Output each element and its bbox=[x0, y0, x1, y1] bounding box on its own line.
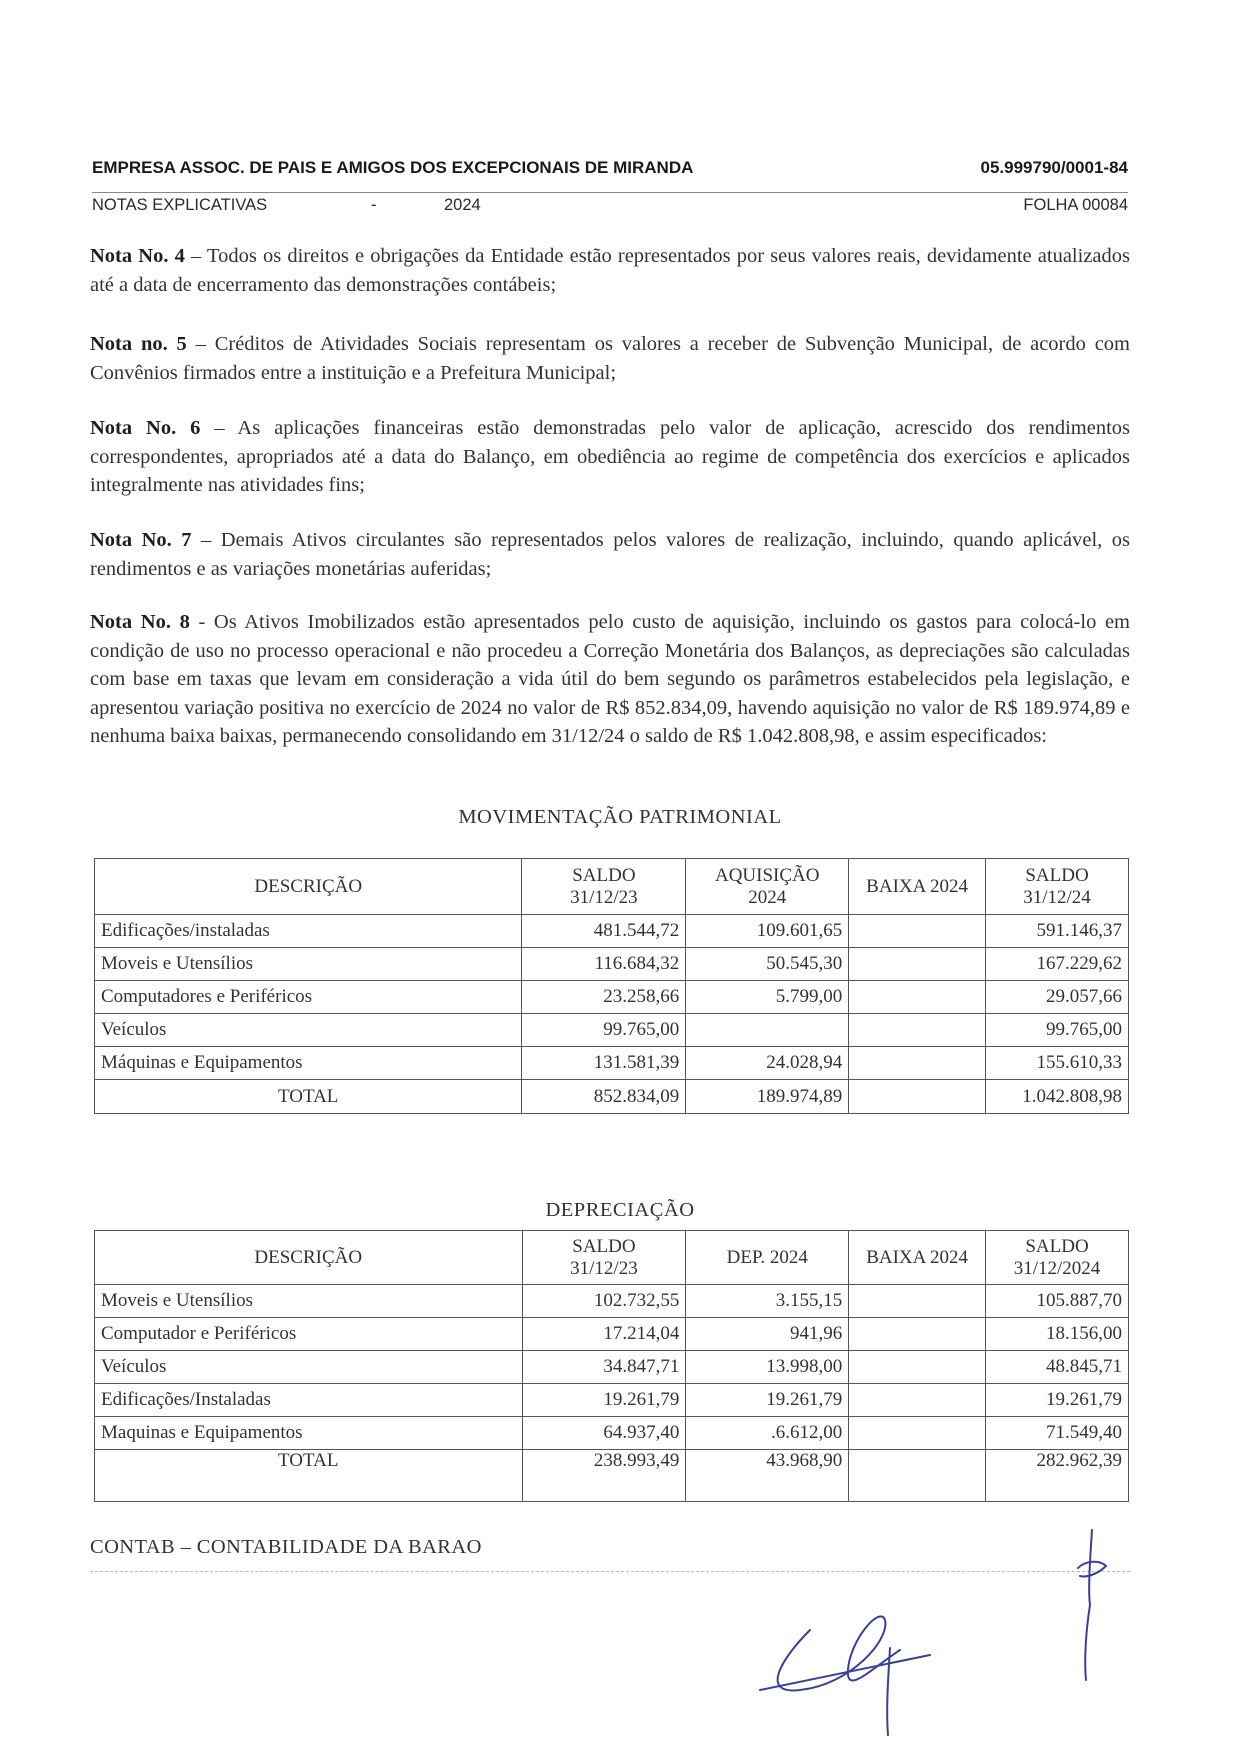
table-cell: Edificações/Instaladas bbox=[95, 1384, 523, 1417]
table-cell: 105.887,70 bbox=[986, 1285, 1129, 1318]
depreciacao-col-dep-2024: DEP. 2024 bbox=[686, 1231, 849, 1285]
header-text: 2024 bbox=[748, 886, 787, 908]
company-name: EMPRESA ASSOC. DE PAIS E AMIGOS DOS EXCEPCIONAIS DE MIRANDA bbox=[92, 158, 694, 177]
table-cell: 189.974,89 bbox=[686, 1080, 849, 1114]
table-cell: 116.684,32 bbox=[522, 948, 686, 981]
patrimonial-header-row bbox=[95, 859, 1129, 915]
table-cell bbox=[849, 1014, 986, 1047]
table-cell bbox=[686, 1014, 849, 1047]
table-cell bbox=[849, 915, 986, 948]
header-text: 31/12/24 bbox=[1023, 886, 1091, 908]
note-7 bbox=[90, 526, 1130, 583]
depreciacao-col-saldo-2024 bbox=[986, 1231, 1129, 1285]
patrimonial-col-baixa: BAIXA 2024 bbox=[849, 859, 986, 915]
table-row bbox=[95, 1047, 1129, 1080]
table-cell: Veículos bbox=[95, 1014, 522, 1047]
table-row bbox=[95, 1351, 1129, 1384]
signature-loop bbox=[778, 1616, 900, 1690]
signature-strokes bbox=[760, 1530, 1106, 1735]
table-cell: 43.968,90 bbox=[686, 1450, 849, 1502]
header-text: 31/12/2024 bbox=[1013, 1257, 1101, 1279]
table-row bbox=[95, 1417, 1129, 1450]
table-cell: 71.549,40 bbox=[986, 1417, 1129, 1450]
table-row bbox=[95, 981, 1129, 1014]
table-cell: Máquinas e Equipamentos bbox=[95, 1047, 522, 1080]
signature-stem bbox=[887, 1648, 890, 1735]
patrimonial-table bbox=[94, 858, 1129, 1114]
patrimonial-col-saldo-2024 bbox=[986, 859, 1129, 915]
table-cell: 155.610,33 bbox=[986, 1047, 1129, 1080]
table-cell bbox=[849, 1285, 986, 1318]
note-8-label: Nota No. 8 bbox=[90, 611, 190, 633]
header-text: SALDO bbox=[572, 864, 636, 886]
table-cell bbox=[849, 1417, 986, 1450]
table-cell: 591.146,37 bbox=[986, 915, 1129, 948]
table-cell: Moveis e Utensílios bbox=[95, 1285, 523, 1318]
table-cell: 18.156,00 bbox=[986, 1318, 1129, 1351]
rubric-mark bbox=[1078, 1530, 1106, 1680]
note-6-text: – As aplicações financeiras estão demonstradas pelo valor de aplicação, acrescido dos rendimentos correspondentes, apropriados até a data do Balanço, em obediência ao regime de competência dos exercícios e aplicados integralmente nas atividades fins; bbox=[90, 417, 1130, 496]
subheader-line bbox=[92, 196, 1128, 215]
note-4-label: Nota No. 4 bbox=[90, 245, 185, 267]
table-cell: 99.765,00 bbox=[986, 1014, 1129, 1047]
table-cell: .6.612,00 bbox=[686, 1417, 849, 1450]
table-cell: 19.261,79 bbox=[522, 1384, 686, 1417]
header-text: SALDO bbox=[572, 1235, 636, 1257]
patrimonial-col-saldo-2023 bbox=[522, 859, 686, 915]
table-row bbox=[95, 1285, 1129, 1318]
table-cell: 852.834,09 bbox=[522, 1080, 686, 1114]
table-cell: 29.057,66 bbox=[986, 981, 1129, 1014]
table-cell: Edificações/instaladas bbox=[95, 915, 522, 948]
note-6-label: Nota No. 6 bbox=[90, 417, 201, 439]
depreciacao-title: DEPRECIAÇÃO bbox=[545, 1199, 695, 1221]
table-cell: 481.544,72 bbox=[522, 915, 686, 948]
patrimonial-total-row bbox=[95, 1080, 1129, 1114]
table-cell: 23.258,66 bbox=[522, 981, 686, 1014]
table-cell: 109.601,65 bbox=[686, 915, 849, 948]
signature-image bbox=[740, 1520, 1140, 1740]
table-row bbox=[95, 1384, 1129, 1417]
table-cell: 131.581,39 bbox=[522, 1047, 686, 1080]
table-cell: 1.042.808,98 bbox=[986, 1080, 1129, 1114]
table-row bbox=[95, 915, 1129, 948]
table-cell: 167.229,62 bbox=[986, 948, 1129, 981]
note-5-label: Nota no. 5 bbox=[90, 333, 187, 355]
table-cell: Moveis e Utensílios bbox=[95, 948, 522, 981]
subheader-dash: - bbox=[371, 196, 377, 214]
table-cell: 19.261,79 bbox=[686, 1384, 849, 1417]
table-cell: TOTAL bbox=[95, 1450, 523, 1502]
table-cell bbox=[849, 1047, 986, 1080]
table-row bbox=[95, 1014, 1129, 1047]
table-cell: 99.765,00 bbox=[522, 1014, 686, 1047]
header-text: SALDO bbox=[1025, 864, 1089, 886]
table-cell bbox=[849, 1318, 986, 1351]
header-text: 31/12/23 bbox=[570, 886, 638, 908]
table-cell bbox=[849, 1351, 986, 1384]
note-5-text: – Créditos de Atividades Sociais representam os valores a receber de Subvenção Municipal, de acordo com Convênios firmados entre a instituição e a Prefeitura Municipal; bbox=[90, 333, 1130, 384]
table-cell: Maquinas e Equipamentos bbox=[95, 1417, 523, 1450]
note-5 bbox=[90, 330, 1130, 387]
page-number: FOLHA 00084 bbox=[1023, 196, 1128, 214]
note-6 bbox=[90, 414, 1130, 500]
table-cell: 3.155,15 bbox=[686, 1285, 849, 1318]
table-cell bbox=[849, 1080, 986, 1114]
header-line bbox=[92, 158, 1128, 178]
depreciacao-table bbox=[94, 1230, 1129, 1502]
depreciacao-col-baixa: BAIXA 2024 bbox=[849, 1231, 986, 1285]
header-text: 31/12/23 bbox=[570, 1257, 638, 1279]
table-cell bbox=[849, 1450, 986, 1502]
note-8-text: - Os Ativos Imobilizados estão apresentados pelo custo de aquisição, incluindo os gastos para colocá-lo em condição de uso no processo operacional e não procedeu a Correção Monetária dos Balanços, as depreciações são calculadas com base em taxas que levam em consideração a vida útil do bem segundo os parâmetros estabelecidos pela legislação, e apresentou variação positiva no exercício de 2024 no valor de R$ 852.834,09, havendo aquisição no valor de R$ 189.974,89 e nenhuma baixa baixas, permanecendo consolidando em 31/12/24 o saldo de R$ 1.042.808,98, e assim especificados: bbox=[90, 611, 1131, 747]
table-cell: 238.993,49 bbox=[522, 1450, 686, 1502]
accounting-firm: CONTAB – CONTABILIDADE DA BARAO bbox=[90, 1536, 482, 1558]
table-cell bbox=[849, 948, 986, 981]
patrimonial-col-desc: DESCRIÇÃO bbox=[95, 859, 522, 915]
table-cell bbox=[849, 981, 986, 1014]
doc-title: NOTAS EXPLICATIVAS bbox=[92, 196, 268, 214]
patrimonial-col-aquisicao bbox=[686, 859, 849, 915]
table-cell: 941,96 bbox=[686, 1318, 849, 1351]
table-row bbox=[95, 948, 1129, 981]
note-8 bbox=[90, 608, 1130, 751]
table-cell: Veículos bbox=[95, 1351, 523, 1384]
table-cell: 13.998,00 bbox=[686, 1351, 849, 1384]
table-cell: 102.732,55 bbox=[522, 1285, 686, 1318]
depreciacao-header-row bbox=[95, 1231, 1129, 1285]
table-cell bbox=[849, 1384, 986, 1417]
table-cell: 5.799,00 bbox=[686, 981, 849, 1014]
note-7-label: Nota No. 7 bbox=[90, 529, 192, 551]
table-cell: 64.937,40 bbox=[522, 1417, 686, 1450]
patrimonial-title: MOVIMENTAÇÃO PATRIMONIAL bbox=[458, 806, 782, 828]
note-4 bbox=[90, 242, 1130, 299]
depreciacao-total-row bbox=[95, 1450, 1129, 1502]
depreciacao-col-desc: DESCRIÇÃO bbox=[95, 1231, 523, 1285]
cnpj: 05.999790/0001-84 bbox=[980, 158, 1128, 177]
header-text: AQUISIÇÃO bbox=[714, 864, 820, 886]
table-cell: 50.545,30 bbox=[686, 948, 849, 981]
table-cell: Computador e Periféricos bbox=[95, 1318, 523, 1351]
table-cell: TOTAL bbox=[95, 1080, 522, 1114]
header-text: SALDO bbox=[1025, 1235, 1089, 1257]
table-cell: Computadores e Periféricos bbox=[95, 981, 522, 1014]
table-row bbox=[95, 1318, 1129, 1351]
table-cell: 282.962,39 bbox=[986, 1450, 1129, 1502]
table-cell: 34.847,71 bbox=[522, 1351, 686, 1384]
table-cell: 48.845,71 bbox=[986, 1351, 1129, 1384]
table-cell: 17.214,04 bbox=[522, 1318, 686, 1351]
depreciacao-col-saldo-2023 bbox=[522, 1231, 686, 1285]
table-cell: 19.261,79 bbox=[986, 1384, 1129, 1417]
table-cell: 24.028,94 bbox=[686, 1047, 849, 1080]
note-4-text: – Todos os direitos e obrigações da Entidade estão representados por seus valores reais, devidamente atualizados até a data de encerramento das demonstrações contábeis; bbox=[90, 245, 1131, 296]
header-rule bbox=[92, 192, 1128, 193]
note-7-text: – Demais Ativos circulantes são representados pelos valores de realização, incluindo, quando aplicável, os rendimentos e as variações monetárias auferidas; bbox=[90, 529, 1130, 580]
doc-year: 2024 bbox=[444, 196, 481, 214]
